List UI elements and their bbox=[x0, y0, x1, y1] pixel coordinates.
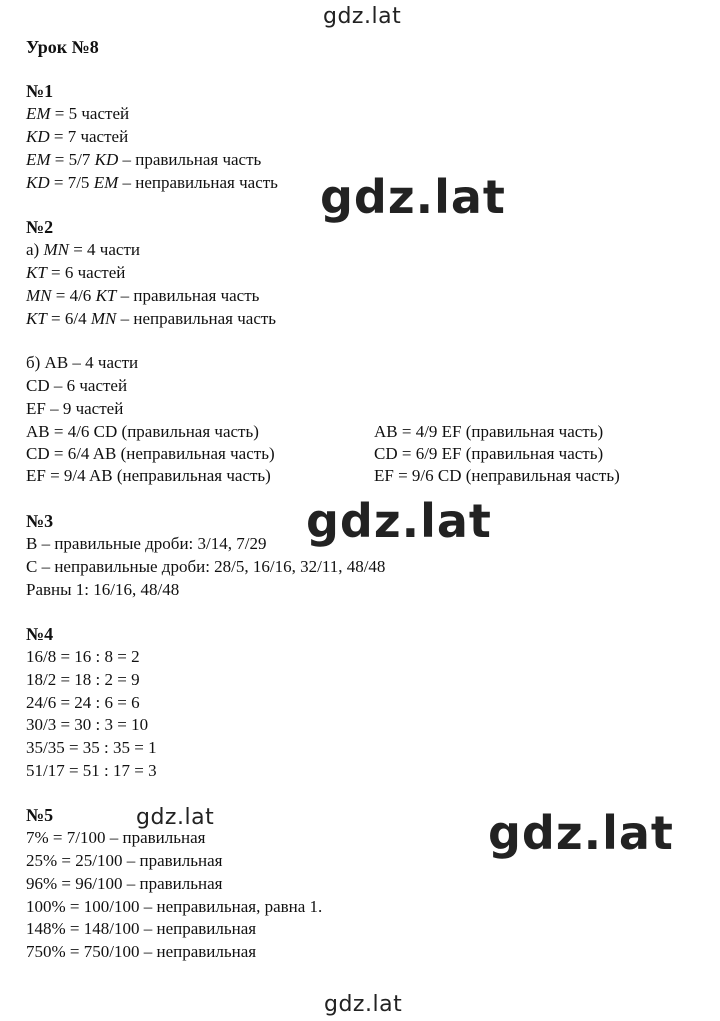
s5-line-5: 148% = 148/100 – неправильная bbox=[26, 919, 257, 938]
s2b-line-1: б) AB – 4 части bbox=[26, 353, 139, 372]
s2b-left-3: EF = 9/4 AB (неправильная часть) bbox=[26, 466, 271, 485]
section-1-heading: №1 bbox=[26, 81, 54, 101]
s5-line-4: 100% = 100/100 – неправильная, равна 1. bbox=[26, 897, 323, 916]
section-3-heading: №3 bbox=[26, 511, 54, 531]
watermark-bottom: gdz.lat bbox=[324, 992, 403, 1017]
s2b-left-2: CD = 6/4 AB (неправильная часть) bbox=[26, 444, 275, 463]
section-5-heading: №5 bbox=[26, 805, 54, 825]
s2b-right-3: EF = 9/6 CD (неправильная часть) bbox=[374, 466, 620, 485]
s4-line-1: 16/8 = 16 : 8 = 2 bbox=[26, 647, 140, 666]
s2a-line-4: KT = 6/4 MN – неправильная часть bbox=[26, 309, 277, 328]
watermark-mid-2: gdz.lat bbox=[306, 494, 492, 548]
s1-line-3: EM = 5/7 KD – правильная часть bbox=[26, 150, 262, 169]
s2a-line-3: MN = 4/6 KT – правильная часть bbox=[26, 286, 260, 305]
s1-line-1: EM = 5 частей bbox=[26, 104, 130, 123]
s2b-left-1: AB = 4/6 CD (правильная часть) bbox=[26, 422, 259, 441]
s5-line-3: 96% = 96/100 – правильная bbox=[26, 874, 223, 893]
s3-line-1: B – правильные дроби: 3/14, 7/29 bbox=[26, 534, 267, 553]
s4-line-5: 35/35 = 35 : 35 = 1 bbox=[26, 738, 157, 757]
section-4-heading: №4 bbox=[26, 624, 54, 644]
watermark-mid-1: gdz.lat bbox=[320, 170, 506, 224]
s4-line-4: 30/3 = 30 : 3 = 10 bbox=[26, 715, 149, 734]
s5-line-2: 25% = 25/100 – правильная bbox=[26, 851, 223, 870]
watermark-right: gdz.lat bbox=[488, 806, 674, 860]
s3-line-3: Равны 1: 16/16, 48/48 bbox=[26, 580, 180, 599]
s2b-line-3: EF – 9 частей bbox=[26, 399, 124, 418]
s2a-line-1: а) MN = 4 части bbox=[26, 240, 140, 259]
s1-line-4: KD = 7/5 EM – неправильная часть bbox=[26, 173, 278, 192]
s5-line-1: 7% = 7/100 – правильная bbox=[26, 828, 206, 847]
s4-line-3: 24/6 = 24 : 6 = 6 bbox=[26, 693, 140, 712]
s2b-line-2: CD – 6 частей bbox=[26, 376, 128, 395]
s1-line-2: KD = 7 частей bbox=[26, 127, 129, 146]
s2b-right-1: AB = 4/9 EF (правильная часть) bbox=[374, 422, 604, 441]
watermark-small: gdz.lat bbox=[136, 805, 215, 830]
section-2-heading: №2 bbox=[26, 217, 54, 237]
s2b-right-2: CD = 6/9 EF (правильная часть) bbox=[374, 444, 604, 463]
s4-line-2: 18/2 = 18 : 2 = 9 bbox=[26, 670, 140, 689]
page-title: Урок №8 bbox=[26, 37, 99, 57]
s3-line-2: C – неправильные дроби: 28/5, 16/16, 32/11, 48/48 bbox=[26, 557, 386, 576]
s2a-line-2: KT = 6 частей bbox=[26, 263, 126, 282]
watermark-top: gdz.lat bbox=[323, 4, 402, 29]
s5-line-6: 750% = 750/100 – неправильная bbox=[26, 942, 257, 961]
s4-line-6: 51/17 = 51 : 17 = 3 bbox=[26, 761, 157, 780]
